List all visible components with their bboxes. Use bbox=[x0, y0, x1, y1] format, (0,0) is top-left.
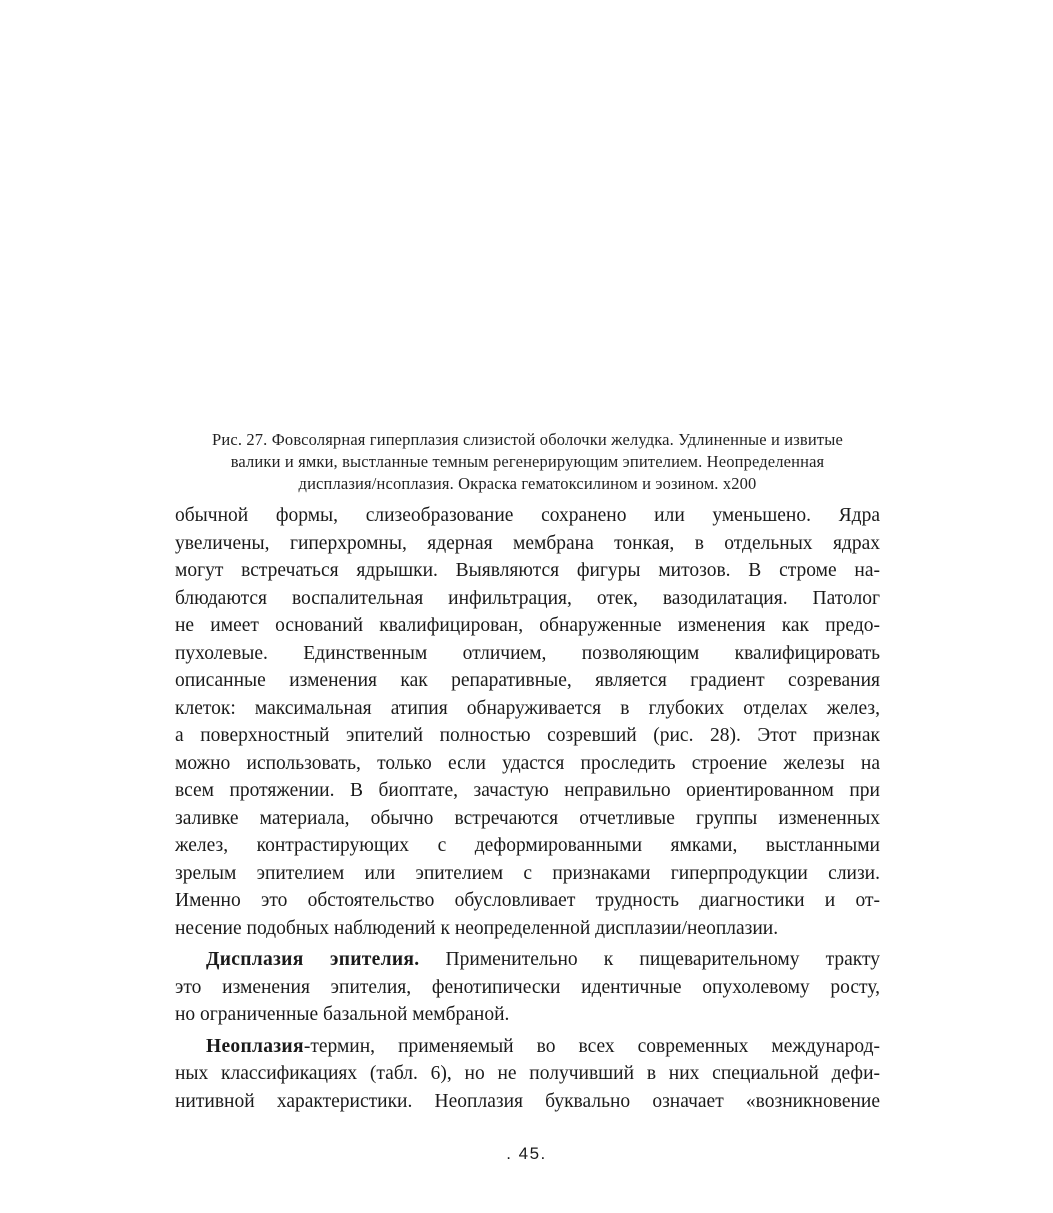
text-line: обычной формы, слизеобразование сохранено или уменьшено. Ядра bbox=[175, 505, 880, 526]
text-line: клеток: максимальная атипия обнаруживается в глубоких отделах желез, bbox=[175, 697, 880, 719]
paragraph-1 bbox=[175, 502, 880, 942]
text-line: описанные изменения как репаративные, является градиент созревания bbox=[175, 670, 880, 691]
text-line: можно использовать, только если удастся проследить строение железы на bbox=[175, 752, 880, 774]
caption-line: дисплазия/нсоплазия. Окраска гематоксилином и эозином. х200 bbox=[298, 474, 757, 493]
text-line: но ограниченные базальной мембраной. bbox=[175, 1004, 510, 1025]
text-line: зрелым эпителием или эпителием с признаками гиперпродукции слизи. bbox=[175, 862, 880, 884]
caption-line: валики и ямки, выстланные темным регенерирующим эпителием. Неопределенная bbox=[230, 452, 825, 471]
paragraph-2 bbox=[175, 946, 880, 1029]
paragraph-3 bbox=[175, 1033, 880, 1116]
text-line: блюдаются воспалительная инфильтрация, отек, вазодилатация. Патолог bbox=[175, 587, 880, 609]
text-line: это изменения эпителия, фенотипически идентичные опухолевому росту, bbox=[175, 976, 880, 998]
text-line: увеличены, гиперхромны, ядерная мембрана тонкая, в отдельных ядрах bbox=[175, 532, 880, 554]
figure-image-area bbox=[175, 30, 880, 425]
text-line: желез, контрастирующих с деформированными ямками, выстланными bbox=[175, 835, 880, 856]
caption-line: Рис. 27. Фовсолярная гиперплазия слизистой оболочки желудка. Удлиненные и извитые bbox=[212, 430, 843, 449]
text-line: не имеет оснований квалифицирован, обнаруженные изменения как предо- bbox=[175, 615, 880, 636]
body-text bbox=[175, 502, 880, 1115]
text-line: пухолевые. Единственным отличием, позволяющим квалифицировать bbox=[175, 642, 880, 664]
text-line: а поверхностный эпителий полностью созревший (рис. 28). Этот признак bbox=[175, 725, 880, 746]
text-line: могут встречаться ядрышки. Выявляются фигуры митозов. В строме на- bbox=[175, 560, 880, 581]
figure-caption bbox=[160, 429, 895, 495]
text-line: Именно это обстоятельство обусловливает трудность диагностики и от- bbox=[175, 890, 880, 911]
page-number: . 45. bbox=[506, 1144, 547, 1163]
term-dysplasia: Дисплазия эпителия. bbox=[206, 949, 420, 970]
text-line: заливке материала, обычно встречаются отчетливые группы измененных bbox=[175, 807, 880, 829]
text-line: всем протяжении. В биоптате, зачастую неправильно ориентированном при bbox=[175, 780, 880, 801]
term-definition-start: -термин, применяемый во всех современных международ- bbox=[303, 1035, 880, 1057]
term-definition-start: Применительно к пищеварительному тракту bbox=[419, 949, 880, 970]
text-line bbox=[175, 1033, 880, 1061]
text-line: нитивной характеристики. Неоплазия буквально означает «возникновение bbox=[175, 1090, 880, 1112]
term-neoplasia: Неоплазия bbox=[206, 1035, 304, 1057]
text-line bbox=[175, 946, 880, 974]
text-line: ных классификациях (табл. 6), но не получивший в них специальной дефи- bbox=[175, 1063, 880, 1084]
text-line: несение подобных наблюдений к неопределенной дисплазии/неоплазии. bbox=[175, 917, 779, 939]
